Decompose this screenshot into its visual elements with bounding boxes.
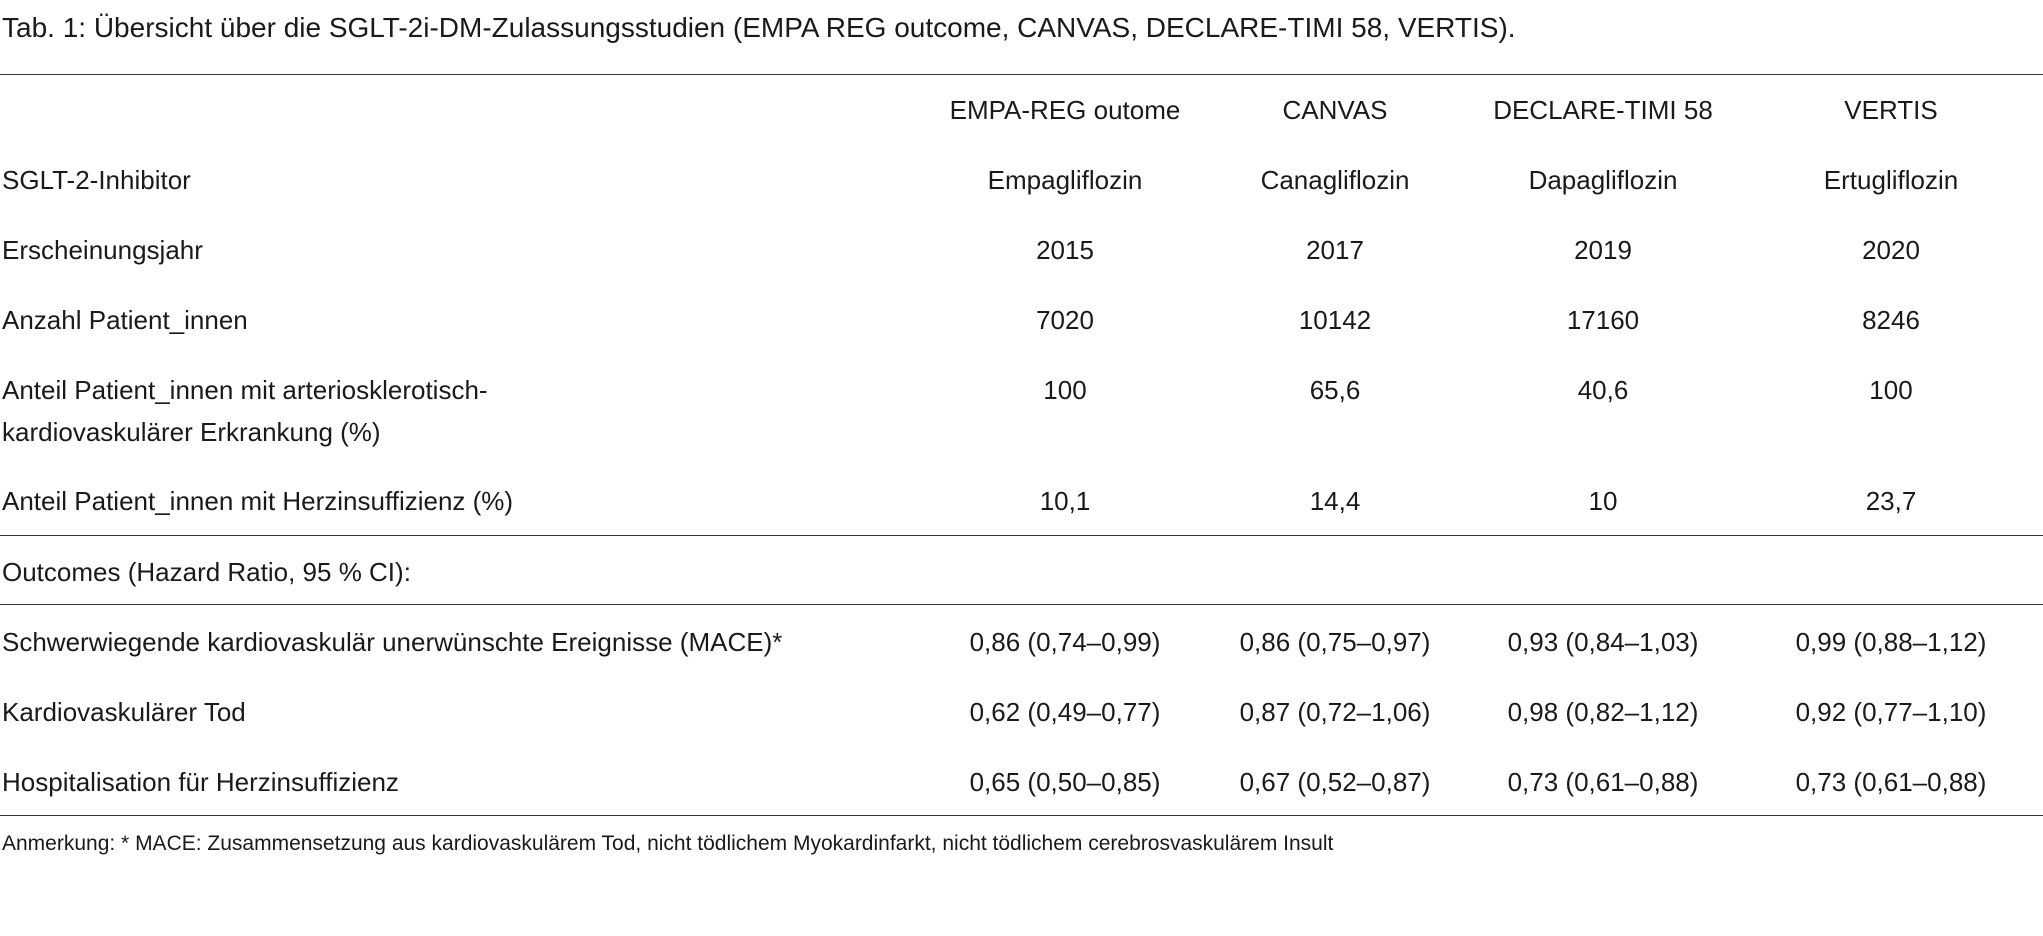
table-cell: 0,67 (0,52–0,87) <box>1239 767 1431 797</box>
table-cell: Empagliflozin <box>987 165 1143 195</box>
table-cell: 10142 <box>1298 305 1372 335</box>
table-cell: 17160 <box>1566 305 1640 335</box>
table-cell: 10,1 <box>1039 486 1091 516</box>
column-header-declare-timi: DECLARE-TIMI 58 <box>1493 95 1713 125</box>
row-label-line1: Anteil Patient_innen mit arteriosklerotisch- <box>2 375 488 405</box>
table-cell: 0,99 (0,88–1,12) <box>1795 627 1987 657</box>
section-rule <box>0 604 2043 605</box>
table-cell: 2020 <box>1862 235 1920 265</box>
table-cell: 40,6 <box>1577 375 1629 405</box>
table-cell: 0,86 (0,75–0,97) <box>1239 627 1431 657</box>
table-footnote: Anmerkung: * MACE: Zusammensetzung aus kardiovaskulärem Tod, nicht tödlichem Myokardinfarkt, nicht tödlichem cerebrosvaskulärem Insult <box>2 832 1334 855</box>
section-rule <box>0 535 2043 536</box>
table-cell: Dapagliflozin <box>1528 165 1678 195</box>
row-label: Kardiovaskulärer Tod <box>2 697 246 727</box>
table-cell: 0,98 (0,82–1,12) <box>1507 697 1699 727</box>
table-cell: 0,62 (0,49–0,77) <box>969 697 1161 727</box>
row-label: Erscheinungsjahr <box>2 235 203 265</box>
row-label: Schwerwiegende kardiovaskulär unerwünschte Ereignisse (MACE)* <box>2 627 783 657</box>
table-cell: 100 <box>1869 375 1913 405</box>
row-label: SGLT-2-Inhibitor <box>2 165 191 195</box>
row-label-line2: kardiovaskulärer Erkrankung (%) <box>2 417 381 447</box>
table-cell: 0,73 (0,61–0,88) <box>1795 767 1987 797</box>
table-cell: Ertugliflozin <box>1823 165 1959 195</box>
table-cell: 8246 <box>1862 305 1920 335</box>
table-cell: 7020 <box>1036 305 1094 335</box>
row-label: Anzahl Patient_innen <box>2 305 248 335</box>
table-cell: 23,7 <box>1865 486 1917 516</box>
table-cell: 2015 <box>1036 235 1094 265</box>
table-cell: 0,65 (0,50–0,85) <box>969 767 1161 797</box>
table-cell: 0,92 (0,77–1,10) <box>1795 697 1987 727</box>
table-top-rule <box>0 74 2043 75</box>
table-caption: Tab. 1: Übersicht über die SGLT-2i-DM-Zulassungsstudien (EMPA REG outcome, CANVAS, DECLARE-TIMI 58, VERTIS). <box>2 12 1516 43</box>
table-cell: 65,6 <box>1309 375 1361 405</box>
column-header-vertis: VERTIS <box>1844 95 1938 125</box>
column-header-canvas: CANVAS <box>1282 95 1388 125</box>
table-cell: 14,4 <box>1309 486 1361 516</box>
table-cell: 2017 <box>1306 235 1364 265</box>
table-cell: 0,87 (0,72–1,06) <box>1239 697 1431 727</box>
table-bottom-rule <box>0 815 2043 816</box>
row-label: Hospitalisation für Herzinsuffizienz <box>2 767 399 797</box>
table-cell: 10 <box>1588 486 1618 516</box>
row-label: Anteil Patient_innen mit Herzinsuffizienz (%) <box>2 486 514 516</box>
column-header-empa-reg: EMPA-REG outome <box>949 95 1181 125</box>
table-cell: Canagliflozin <box>1260 165 1410 195</box>
table-cell: 100 <box>1043 375 1087 405</box>
table-cell: 0,86 (0,74–0,99) <box>969 627 1161 657</box>
table-cell: 2019 <box>1574 235 1632 265</box>
table-cell: 0,93 (0,84–1,03) <box>1507 627 1699 657</box>
table-cell: 0,73 (0,61–0,88) <box>1507 767 1699 797</box>
outcomes-heading: Outcomes (Hazard Ratio, 95 % CI): <box>2 557 411 587</box>
